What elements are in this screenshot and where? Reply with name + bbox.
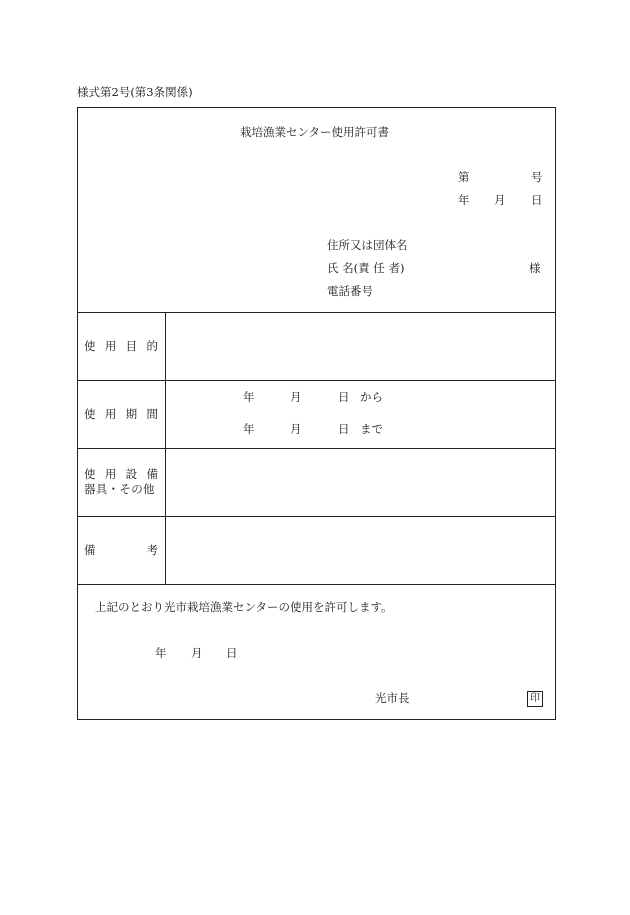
phone-label: 電話番号 — [327, 284, 373, 298]
purpose-field[interactable] — [166, 313, 555, 380]
permit-form — [77, 107, 556, 720]
top-date-day: 日 — [531, 193, 543, 207]
period-from-year: 年 — [243, 390, 255, 404]
period-from-month: 月 — [290, 390, 302, 404]
bottom-date-day: 日 — [226, 646, 238, 660]
equipment-field[interactable] — [166, 449, 555, 516]
table-divider — [78, 584, 555, 585]
form-number: 様式第2号(第3条関係) — [77, 85, 193, 99]
name-label: 氏 名(責 任 者) — [327, 261, 405, 275]
row-label-remarks: 備 考 — [84, 543, 158, 557]
row-label-purpose: 使 用 目 的 — [84, 339, 158, 353]
row-label-equipment-line2: 器具・その他 — [84, 482, 155, 496]
period-to-day: 日 — [338, 422, 350, 436]
form-title: 栽培漁業センター使用許可書 — [240, 125, 390, 139]
top-date-month: 月 — [494, 193, 506, 207]
address-label: 住所又は団体名 — [327, 238, 408, 252]
period-from-day: 日 — [338, 390, 350, 404]
issuer-title: 光市長 — [375, 691, 410, 705]
permission-statement: 上記のとおり光市栽培漁業センターの使用を許可します。 — [95, 600, 393, 614]
row-label-equipment-line1: 使 用 設 備 — [84, 467, 158, 481]
remarks-field[interactable] — [166, 517, 555, 584]
row-label-period: 使 用 期 間 — [84, 407, 158, 421]
top-date-year: 年 — [458, 193, 470, 207]
seal-stamp: 印 — [527, 691, 543, 707]
bottom-date-month: 月 — [191, 646, 203, 660]
honorific-sama: 様 — [529, 261, 541, 275]
period-from-suffix: から — [360, 390, 383, 404]
period-to-month: 月 — [290, 422, 302, 436]
period-to-suffix: まで — [360, 422, 383, 436]
period-to-year: 年 — [243, 422, 255, 436]
doc-number-dai: 第 — [458, 170, 470, 184]
doc-number-go: 号 — [531, 170, 543, 184]
bottom-date-year: 年 — [155, 646, 167, 660]
